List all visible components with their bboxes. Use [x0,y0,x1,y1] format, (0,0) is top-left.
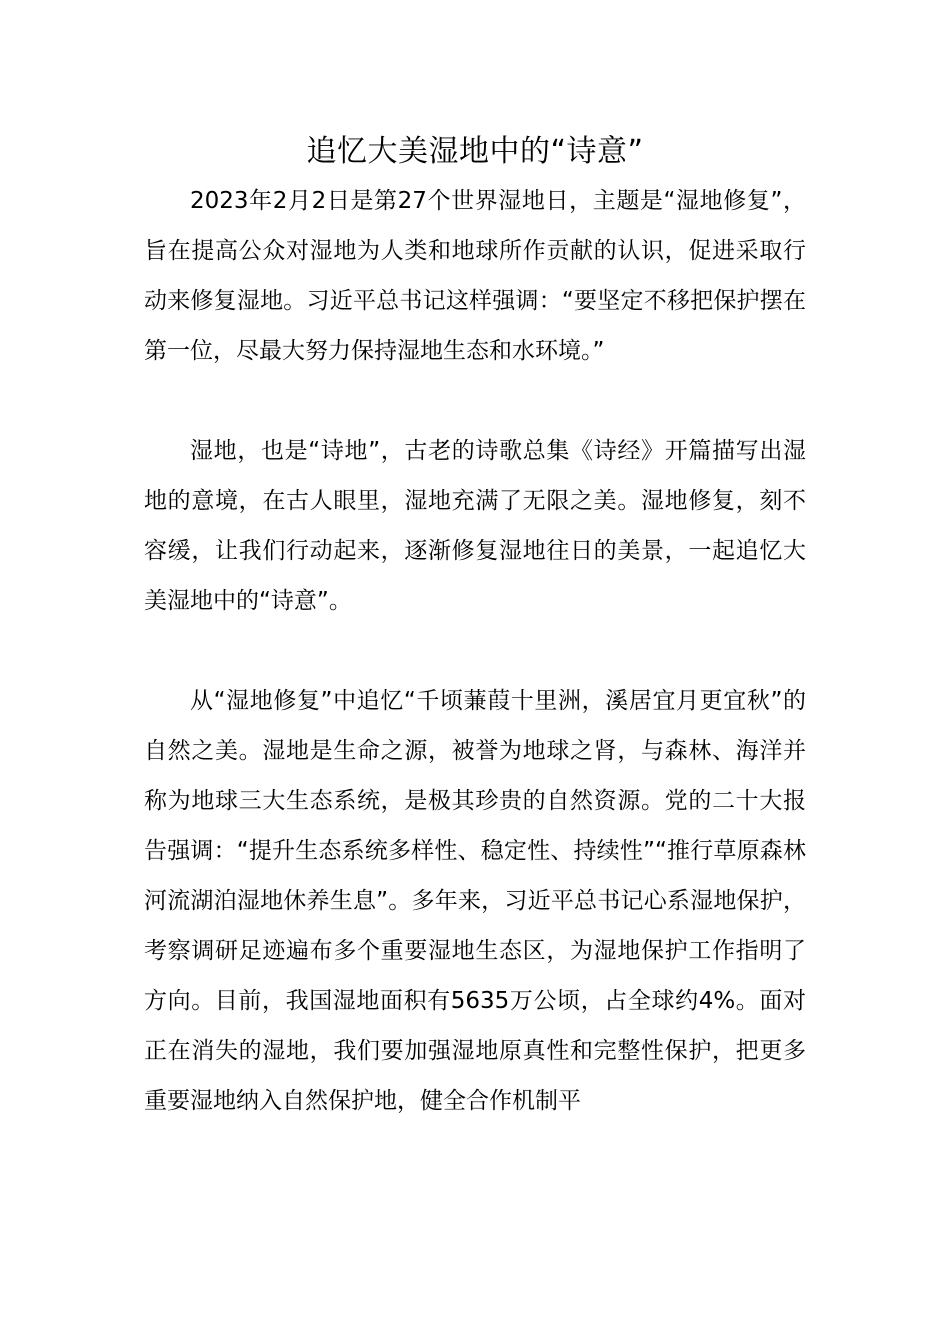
paragraph-2: 湿地，也是“诗地”，古老的诗歌总集《诗经》开篇描写出湿地的意境，在古人眼里，湿地充满了无限之美。湿地修复，刻不容缓，让我们行动起来，逐渐修复湿地往日的美景，一起追忆大美湿地中的“诗意”。 [144,438,806,614]
document-body [144,176,806,1126]
paragraph-3: 从“湿地修复”中追忆“千顷蒹葭十里洲，溪居宜月更宜秋”的自然之美。湿地是生命之源，被誉为地球之肾，与森林、海洋并称为地球三大生态系统，是极其珍贵的自然资源。党的二十大报告强调：“提升生态系统多样性、稳定性、持续性”“推行草原森林河流湖泊湿地休养生息”。多年来，习近平总书记心系湿地保护，考察调研足迹遍布多个重要湿地生态区，为湿地保护工作指明了方向。目前，我国湿地面积有5635万公顷，占全球约4%。面对正在消失的湿地，我们要加强湿地原真性和完整性保护，把更多重要湿地纳入自然保护地，健全合作机制平 [144,688,806,1114]
paragraph-1: 2023年2月2日是第27个世界湿地日，主题是“湿地修复”，旨在提高公众对湿地为人类和地球所作贡献的认识，促进采取行动来修复湿地。习近平总书记这样强调：“要坚定不移把保护摆在第一位，尽最大努力保持湿地生态和水环境。” [144,188,806,364]
paragraph-spacer [144,376,806,426]
document-title: 追忆大美湿地中的“诗意” [306,134,644,169]
paragraph-spacer [144,626,806,676]
